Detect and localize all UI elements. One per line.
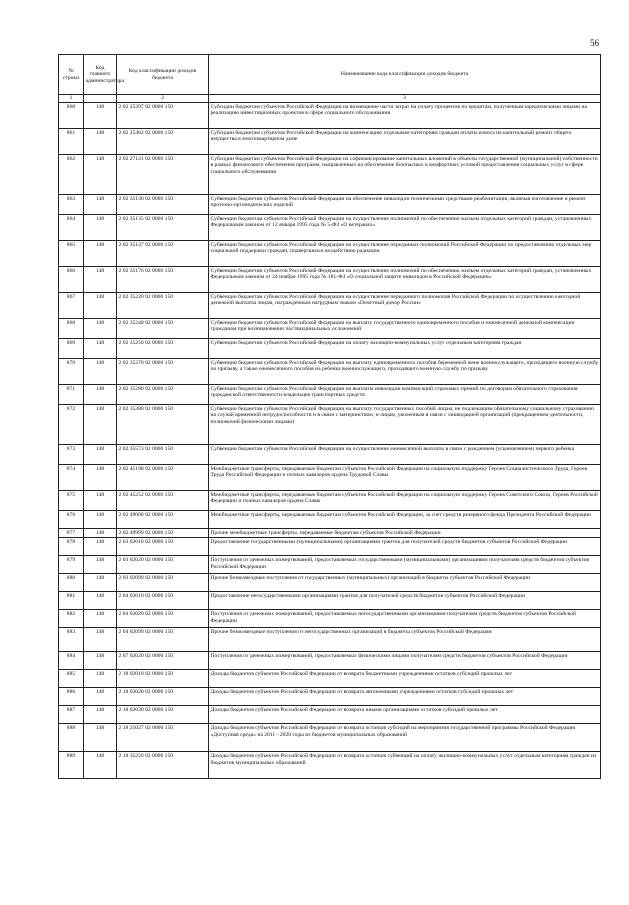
classification-code-cell: 2 04 02099 02 0000 150 — [117, 628, 209, 652]
classification-code-cell: 2 02 35135 02 0000 150 — [117, 215, 209, 241]
admin-code-cell: 148 — [84, 129, 117, 155]
row-number-cell: 877 — [59, 529, 84, 538]
table-row — [59, 339, 601, 359]
classification-code-cell: 2 03 02020 02 0000 150 — [117, 556, 209, 574]
classification-code-cell: 2 03 02010 02 0000 150 — [117, 538, 209, 556]
row-number-cell: 868 — [59, 319, 84, 339]
row-number-cell: 871 — [59, 385, 84, 405]
row-number-cell: 870 — [59, 359, 84, 385]
admin-code-cell: 148 — [84, 511, 117, 529]
admin-code-cell: 148 — [84, 339, 117, 359]
classification-code-cell: 2 02 35220 02 0000 150 — [117, 293, 209, 319]
table-row — [59, 610, 601, 628]
column-number-1: 1 — [59, 95, 84, 103]
code-name-cell: Субвенции бюджетам субъектов Российской Федерации на осуществление переданных полномочий Российской Федерации по предоставлению отдельных мер социальной поддержки граждан, подвергшихся воздействию радиации — [209, 241, 601, 267]
row-number-cell: 889 — [59, 752, 84, 779]
row-number-cell: 860 — [59, 103, 84, 129]
code-name-cell: Субвенции бюджетам субъектов Российской Федерации на выплату единовременного пособия беременной жене военнослужащего, проходящего военную службу по призыву, а также ежемесячного пособия на ребенка военнослужащего, проходящего военную службу по призыву — [209, 359, 601, 385]
row-number-cell: 882 — [59, 610, 84, 628]
admin-code-cell: 148 — [84, 385, 117, 405]
code-name-cell: Прочие безвозмездные поступления от государственных (муниципальных) организаций в бюджеты субъектов Российской Федерации — [209, 574, 601, 592]
admin-code-cell: 148 — [84, 359, 117, 385]
header-classification-code: Код классификации доходов бюджета — [117, 55, 209, 95]
code-name-cell: Субвенции бюджетам субъектов Российской Федерации на выплаты инвалидам компенсаций страховых премий по договорам обязательного страхования гражданской ответственности владельцев транспортных средств — [209, 385, 601, 405]
table-row — [59, 293, 601, 319]
admin-code-cell: 148 — [84, 405, 117, 445]
table-row — [59, 405, 601, 445]
code-name-cell: Субсидии бюджетам субъектов Российской Федерации на компенсацию отдельным категориям граждан оплаты взноса на капитальный ремонт общего имущества в многоквартирном доме — [209, 129, 601, 155]
admin-code-cell: 148 — [84, 752, 117, 779]
table-row — [59, 652, 601, 670]
code-name-cell: Прочие межбюджетные трансферты, передаваемые бюджетам субъектов Российской Федерации — [209, 529, 601, 538]
table-row — [59, 538, 601, 556]
classification-code-cell: 2 04 02010 02 0000 150 — [117, 592, 209, 610]
classification-code-cell: 2 02 45252 02 0000 150 — [117, 491, 209, 511]
admin-code-cell: 148 — [84, 688, 117, 706]
table-row — [59, 195, 601, 215]
classification-code-cell: 2 07 02020 02 0000 150 — [117, 652, 209, 670]
table-header-row — [59, 55, 601, 95]
code-name-cell: Субвенции бюджетам субъектов Российской Федерации на осуществление полномочий по обеспечению жильем отдельных категорий граждан, установленных Федеральным законом от 24 ноября 1995 года № 181-ФЗ «О социальной защите инвалидов в Российской Федерации» — [209, 267, 601, 293]
code-name-cell: Межбюджетные трансферты, передаваемые бюджетам субъектов Российской Федерации на социальную поддержку Героев Советского Союза, Героев Российской Федерации и полных кавалеров ордена Славы — [209, 491, 601, 511]
table-row — [59, 491, 601, 511]
admin-code-cell: 148 — [84, 610, 117, 628]
row-number-cell: 885 — [59, 670, 84, 688]
table-body — [59, 103, 601, 779]
table-row — [59, 129, 601, 155]
classification-code-cell: 2 04 02020 02 0000 150 — [117, 610, 209, 628]
row-number-cell: 864 — [59, 215, 84, 241]
code-name-cell: Предоставление государственными (муниципальными) организациями грантов для получателей средств бюджетов субъектов Российской Федерации — [209, 538, 601, 556]
admin-code-cell: 148 — [84, 529, 117, 538]
admin-code-cell: 148 — [84, 195, 117, 215]
admin-code-cell: 148 — [84, 628, 117, 652]
code-name-cell: Прочие безвозмездные поступления от негосударственных организаций в бюджеты субъектов Российской Федерации — [209, 628, 601, 652]
row-number-cell: 874 — [59, 465, 84, 491]
classification-code-cell: 2 18 02020 02 0000 150 — [117, 688, 209, 706]
code-name-cell: Доходы бюджетов субъектов Российской Федерации от возврата бюджетными учреждениями остатков субсидий прошлых лет — [209, 670, 601, 688]
admin-code-cell: 148 — [84, 706, 117, 724]
code-name-cell: Доходы бюджетов субъектов Российской Федерации от возврата иными организациями остатков субсидий прошлых лет — [209, 706, 601, 724]
admin-code-cell: 148 — [84, 670, 117, 688]
admin-code-cell: 148 — [84, 103, 117, 129]
admin-code-cell: 148 — [84, 652, 117, 670]
row-number-cell: 879 — [59, 556, 84, 574]
classification-code-cell: 2 18 35250 02 0000 150 — [117, 752, 209, 779]
row-number-cell: 873 — [59, 445, 84, 465]
admin-code-cell: 148 — [84, 592, 117, 610]
column-number-row — [59, 95, 601, 103]
code-name-cell: Субвенции бюджетам субъектов Российской Федерации на осуществление ежемесячной выплаты в связи с рождением (усыновлением) первого ребенка — [209, 445, 601, 465]
table-row — [59, 511, 601, 529]
row-number-cell: 863 — [59, 195, 84, 215]
table-row — [59, 385, 601, 405]
classification-code-cell: 2 02 35280 02 0000 150 — [117, 385, 209, 405]
table-row — [59, 465, 601, 491]
code-name-cell: Субвенции бюджетам субъектов Российской Федерации на осуществление переданного полномочия Российской Федерации по осуществлению ежегодной денежной выплаты лицам, награжденным нагрудным знаком «Почетный донор России» — [209, 293, 601, 319]
row-number-cell: 872 — [59, 405, 84, 445]
table-row — [59, 445, 601, 465]
classification-code-cell: 2 02 45198 02 0000 150 — [117, 465, 209, 491]
row-number-cell: 866 — [59, 267, 84, 293]
code-name-cell: Доходы бюджетов субъектов Российской Федерации от возврата автономными учреждениями остатков субсидий прошлых лет — [209, 688, 601, 706]
row-number-cell: 884 — [59, 652, 84, 670]
admin-code-cell: 148 — [84, 267, 117, 293]
row-number-cell: 867 — [59, 293, 84, 319]
table-row — [59, 752, 601, 779]
admin-code-cell: 148 — [84, 445, 117, 465]
admin-code-cell: 148 — [84, 491, 117, 511]
classification-code-cell: 2 02 35380 02 0000 150 — [117, 405, 209, 445]
header-code-name: Наименование кода классификации доходов бюджета — [209, 55, 601, 95]
column-number-1b — [84, 95, 117, 103]
classification-code-cell: 2 02 25462 02 0000 150 — [117, 129, 209, 155]
admin-code-cell: 148 — [84, 241, 117, 267]
classification-code-cell: 2 02 35130 02 0000 150 — [117, 195, 209, 215]
row-number-cell: 883 — [59, 628, 84, 652]
admin-code-cell: 148 — [84, 556, 117, 574]
table-row — [59, 592, 601, 610]
code-name-cell: Субвенции бюджетам субъектов Российской Федерации на осуществление полномочий по обеспечению жильем отдельных категорий граждан, установленных Федеральным законом от 12 января 1995 года № 5-ФЗ «О ветеранах» — [209, 215, 601, 241]
row-number-cell: 878 — [59, 538, 84, 556]
admin-code-cell: 148 — [84, 538, 117, 556]
code-name-cell: Субсидии бюджетам субъектов Российской Федерации на софинансирование капитальных вложений в объекты государственной (муниципальной) собственности в рамках финансового обеспечения программ, направленных на обеспечение безопасных и комфортных условий предоставления социальных услуг в сфере социального обслуживания — [209, 155, 601, 195]
table-row — [59, 688, 601, 706]
column-number-3: 3 — [209, 95, 601, 103]
column-number-2: 2 — [117, 95, 209, 103]
table-row — [59, 241, 601, 267]
code-name-cell: Поступления от денежных пожертвований, предоставляемых физическими лицами получателям средств бюджетов субъектов Российской Федерации — [209, 652, 601, 670]
admin-code-cell: 148 — [84, 574, 117, 592]
code-name-cell: Субвенции бюджетам субъектов Российской Федерации на обеспечение инвалидов техническими средствами реабилитации, включая изготовление и ремонт протезно-ортопедических изделий — [209, 195, 601, 215]
classification-code-cell: 2 02 35176 02 0000 150 — [117, 267, 209, 293]
code-name-cell: Поступления от денежных пожертвований, предоставляемых государственными (муниципальными) организациями получателям средств бюджетов субъектов Российской Федерации — [209, 556, 601, 574]
row-number-cell: 887 — [59, 706, 84, 724]
row-number-cell: 865 — [59, 241, 84, 267]
classification-code-cell: 2 02 25397 02 0000 150 — [117, 103, 209, 129]
row-number-cell: 875 — [59, 491, 84, 511]
row-number-cell: 876 — [59, 511, 84, 529]
code-name-cell: Предоставление негосударственными организациями грантов для получателей средств бюджетов субъектов Российской Федерации — [209, 592, 601, 610]
row-number-cell: 888 — [59, 724, 84, 752]
code-name-cell: Субвенции бюджетам субъектов Российской Федерации на оплату жилищно-коммунальных услуг отдельным категориям граждан — [209, 339, 601, 359]
classification-code-cell: 2 02 35240 02 0000 150 — [117, 319, 209, 339]
table-row — [59, 319, 601, 339]
admin-code-cell: 148 — [84, 319, 117, 339]
classification-code-cell: 2 02 49000 02 0000 150 — [117, 511, 209, 529]
classification-code-cell: 2 02 49999 02 0000 150 — [117, 529, 209, 538]
code-name-cell: Субвенции бюджетам субъектов Российской Федерации на выплату государственных пособий лицам, не подлежащим обязательному социальному страхованию на случай временной нетрудоспособности и в связи с материнством, и лицам, уволенным в связи с ликвидацией организаций (прекращением деятельности, полномочий физическими лицами) — [209, 405, 601, 445]
table-row — [59, 103, 601, 129]
classification-code-cell: 2 02 35573 02 0000 150 — [117, 445, 209, 465]
admin-code-cell: 148 — [84, 215, 117, 241]
table-row — [59, 724, 601, 752]
table-row — [59, 556, 601, 574]
table-row — [59, 267, 601, 293]
header-admin-code: Код главного администратора — [84, 55, 117, 95]
code-name-cell: Доходы бюджетов субъектов Российской Федерации от возврата остатков субвенций на оплату жилищно-коммунальных услуг отдельным категориям граждан из бюджетов муниципальных образований — [209, 752, 601, 779]
table-row — [59, 706, 601, 724]
admin-code-cell: 148 — [84, 155, 117, 195]
page-number: 56 — [590, 38, 599, 48]
table-row — [59, 215, 601, 241]
code-name-cell: Межбюджетные трансферты, передаваемые бюджетам субъектов Российской Федерации, за счет средств резервного фонда Президента Российской Федерации — [209, 511, 601, 529]
code-name-cell: Субсидии бюджетам субъектов Российской Федерации на возмещение части затрат на уплату процентов по кредитам, полученным юридическими лицами на реализацию инвестиционных проектов в сфере социального обслуживания — [209, 103, 601, 129]
table-row — [59, 529, 601, 538]
table-row — [59, 155, 601, 195]
classification-code-cell: 2 02 35250 02 0000 150 — [117, 339, 209, 359]
header-row-number: № строки — [59, 55, 84, 95]
classification-code-cell: 2 18 02010 02 0000 150 — [117, 670, 209, 688]
admin-code-cell: 148 — [84, 724, 117, 752]
classification-code-cell: 2 02 35137 02 0000 150 — [117, 241, 209, 267]
row-number-cell: 861 — [59, 129, 84, 155]
table-row — [59, 670, 601, 688]
row-number-cell: 869 — [59, 339, 84, 359]
classification-code-cell: 2 18 02030 02 0000 150 — [117, 706, 209, 724]
row-number-cell: 880 — [59, 574, 84, 592]
row-number-cell: 862 — [59, 155, 84, 195]
row-number-cell: 886 — [59, 688, 84, 706]
code-name-cell: Поступления от денежных пожертвований, предоставляемых негосударственными организациями получателям средств бюджетов субъектов Российской Федерации — [209, 610, 601, 628]
table-row — [59, 628, 601, 652]
admin-code-cell: 148 — [84, 465, 117, 491]
classification-code-cell: 2 18 25027 02 0000 150 — [117, 724, 209, 752]
table-row — [59, 359, 601, 385]
classification-code-cell: 2 02 27121 02 0000 150 — [117, 155, 209, 195]
income-classification-table — [58, 54, 601, 779]
row-number-cell: 881 — [59, 592, 84, 610]
code-name-cell: Доходы бюджетов субъектов Российской Федерации от возврата остатков субсидий на мероприятия государственной программы Российской Федерации «Доступная среда» на 2011 - 2020 годы из бюджетов муниципальных образований — [209, 724, 601, 752]
classification-code-cell: 2 02 35270 02 0000 150 — [117, 359, 209, 385]
code-name-cell: Межбюджетные трансферты, передаваемые бюджетам субъектов Российской Федерации на социальную поддержку Героев Социалистического Труда, Героев Труда Российской Федерации и полных кавалеров ордена Трудовой Славы — [209, 465, 601, 491]
code-name-cell: Субвенции бюджетам субъектов Российской Федерации на выплату государственного единовременного пособия и ежемесячной денежной компенсации гражданам при возникновении поствакцинальных осложнений — [209, 319, 601, 339]
table-row — [59, 574, 601, 592]
classification-code-cell: 2 03 02099 02 0000 150 — [117, 574, 209, 592]
admin-code-cell: 148 — [84, 293, 117, 319]
